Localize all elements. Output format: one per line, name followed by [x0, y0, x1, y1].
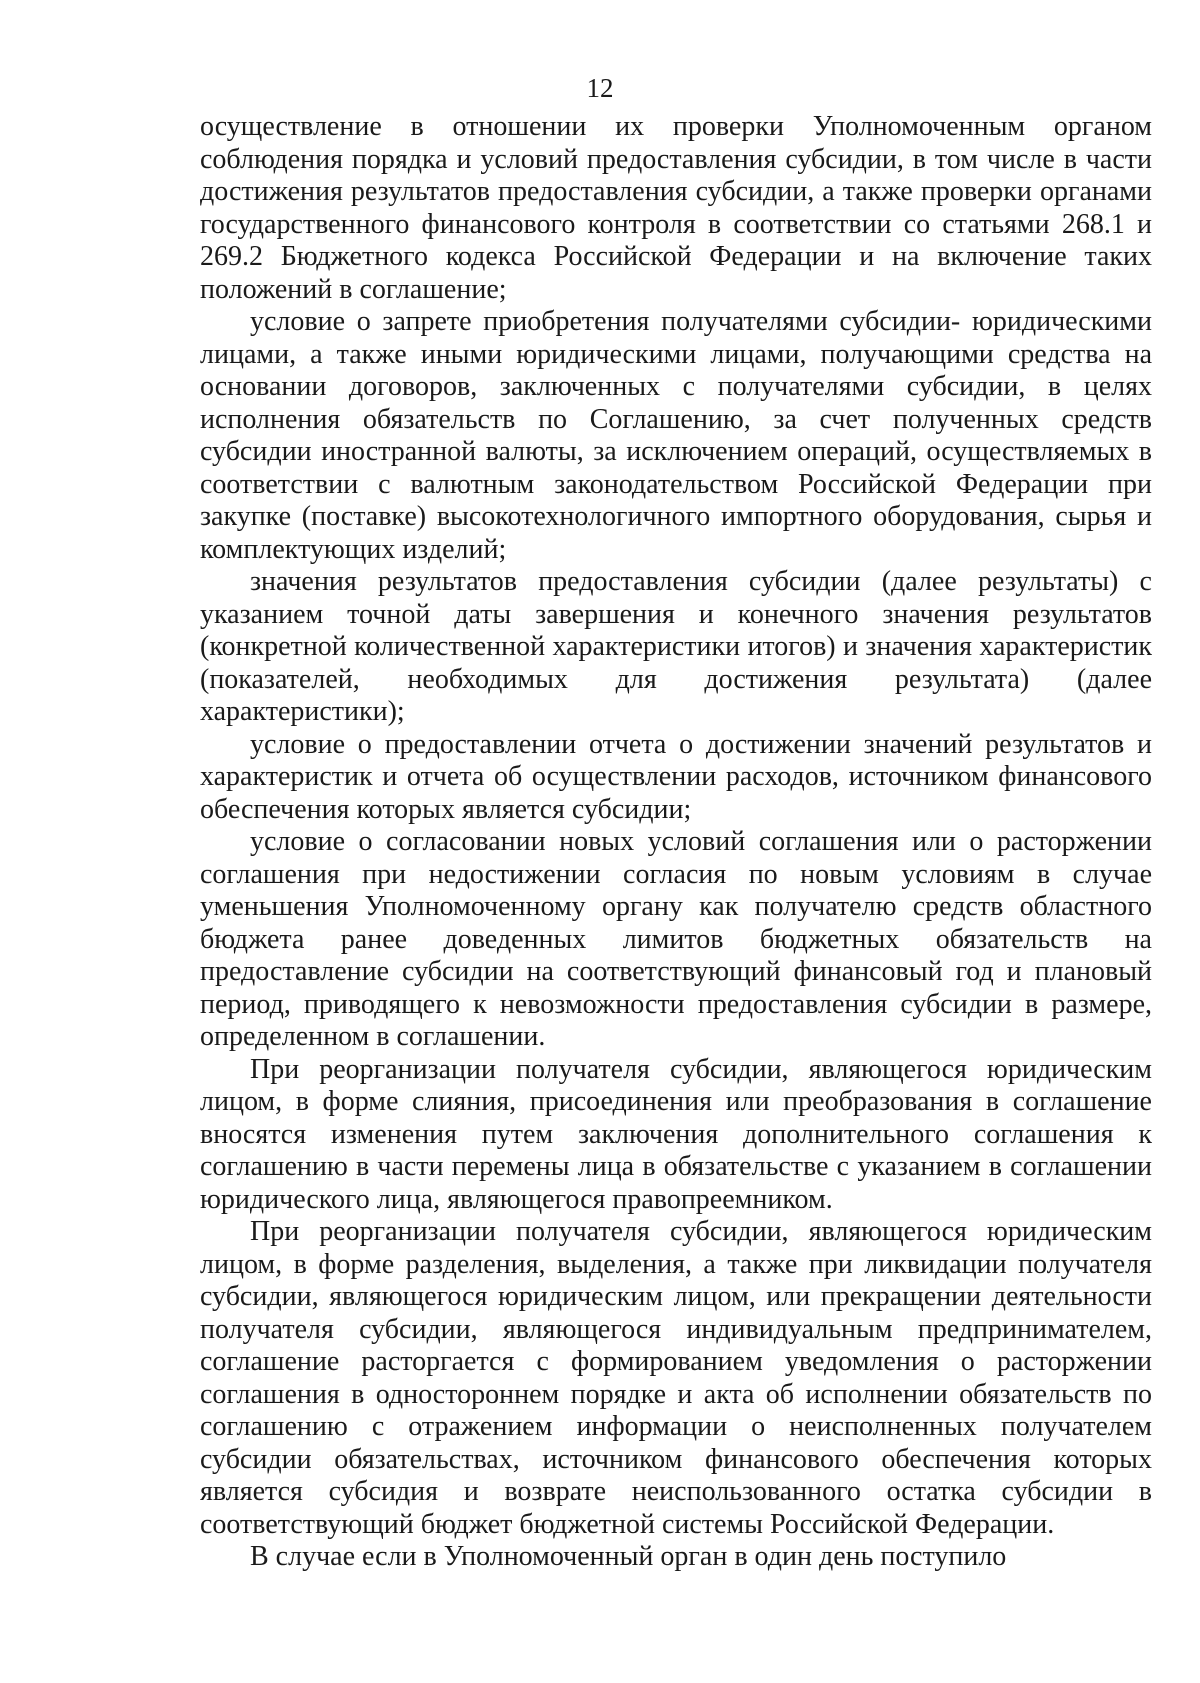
document-body	[200, 111, 1152, 1574]
paragraph: В случае если в Уполномоченный орган в один день поступило	[250, 1541, 1007, 1572]
paragraph: условие о согласовании новых условий соглашения или о расторжении соглашения при недостижении согласия по новым условиям в случае уменьшения Уполномоченному органу как получателю средств областного бюджета ранее доведенных лимитов бюджетных обязательств на предоставление субсидии на соответствующий финансовый год и плановый период, приводящего к невозможности предоставления субсидии в размере, определенном в соглашении.	[200, 826, 1152, 1052]
paragraph: значения результатов предоставления субсидии (далее результаты) с указанием точной даты завершения и конечного значения результатов (конкретной количественной характеристики итогов) и значения характеристик (показателей, необходимых для достижения результата) (далее характеристики);	[200, 566, 1152, 727]
paragraph: условие о предоставлении отчета о достижении значений результатов и характеристик и отчета об осуществлении расходов, источником финансового обеспечения которых является субсидии;	[200, 728, 1152, 825]
page-number: 12	[586, 73, 614, 103]
paragraph: условие о запрете приобретения получателями субсидии- юридическими лицами, а также иными юридическими лицами, получающими средства на основании договоров, заключенных с получателями субсидии, в целях исполнения обязательств по Соглашению, за счет полученных средств субсидии иностранной валюты, за исключением операций, осуществляемых в соответствии с валютным законодательством Российской Федерации при закупке (поставке) высокотехнологичного импортного оборудования, сырья и комплектующих изделий;	[200, 306, 1152, 565]
paragraph: При реорганизации получателя субсидии, являющегося юридическим лицом, в форме слияния, присоединения или преобразования в соглашение вносятся изменения путем заключения дополнительного соглашения к соглашению в части перемены лица в обязательстве с указанием в соглашении юридического лица, являющегося правопреемником.	[200, 1053, 1152, 1215]
paragraph: При реорганизации получателя субсидии, являющегося юридическим лицом, в форме разделения, выделения, а также при ликвидации получателя субсидии, являющегося юридическим лицом, или прекращении деятельности получателя субсидии, являющегося индивидуальным предпринимателем, соглашение расторгается с формированием уведомления о расторжении соглашения в одностороннем порядке и акта об исполнении обязательств по соглашению с отражением информации о неисполненных получателем субсидии обязательствах, источником финансового обеспечения которых является субсидия и возврате неиспользованного остатка субсидии в соответствующий бюджет бюджетной системы Российской Федерации.	[200, 1216, 1152, 1540]
paragraph: осуществление в отношении их проверки Уполномоченным органом соблюдения порядка и условий предоставления субсидии, в том числе в части достижения результатов предоставления субсидии, а также проверки органами государственного финансового контроля в соответствии со статьями 268.1 и 269.2 Бюджетного кодекса Российской Федерации и на включение таких положений в соглашение;	[200, 111, 1152, 305]
